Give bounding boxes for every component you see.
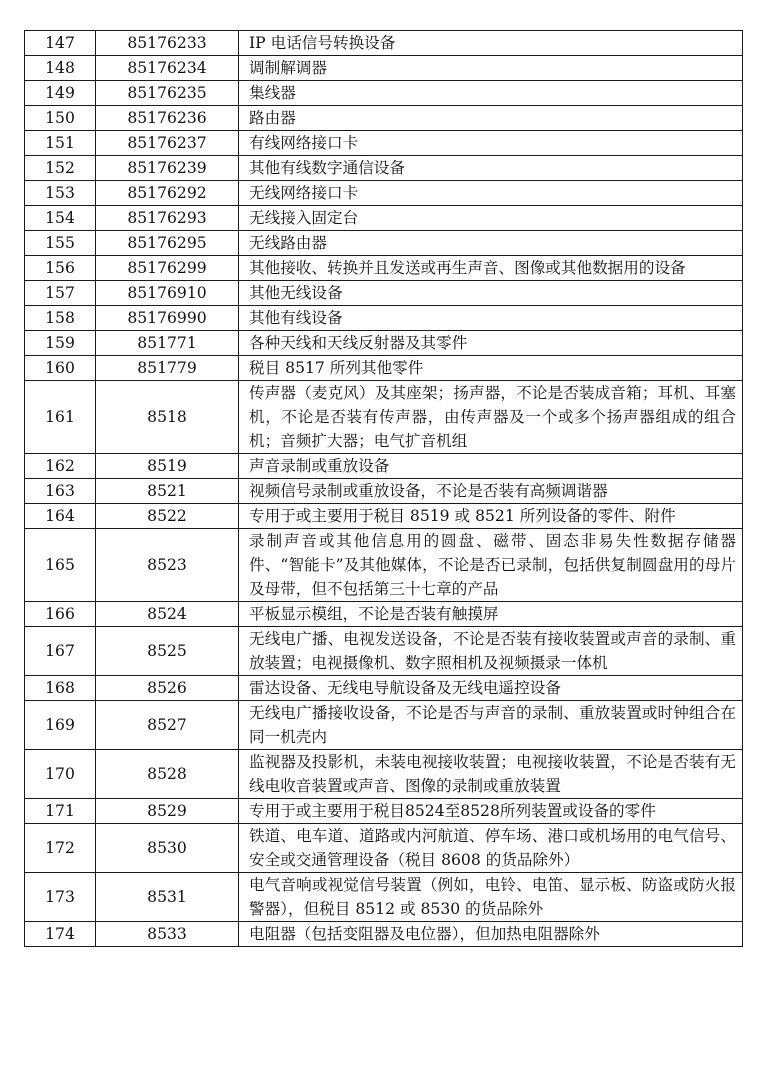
tariff-code: 85176234 bbox=[96, 56, 239, 81]
tariff-code: 8521 bbox=[96, 479, 239, 504]
goods-description: 无线路由器 bbox=[239, 231, 743, 256]
table-row bbox=[25, 701, 743, 750]
table-row bbox=[25, 529, 743, 602]
tariff-code: 8523 bbox=[96, 529, 239, 602]
table-row bbox=[25, 627, 743, 676]
row-number: 160 bbox=[25, 356, 96, 381]
goods-table bbox=[24, 30, 743, 947]
table-row bbox=[25, 106, 743, 131]
tariff-code: 85176293 bbox=[96, 206, 239, 231]
table-row bbox=[25, 602, 743, 627]
goods-description: IP 电话信号转换设备 bbox=[239, 31, 743, 56]
row-number: 162 bbox=[25, 454, 96, 479]
goods-description: 录制声音或其他信息用的圆盘、磁带、固态非易失性数据存储器件、“智能卡”及其他媒体，不论是否已录制，包括供复制圆盘用的母片及母带，但不包括第三十七章的产品 bbox=[239, 529, 743, 602]
table-row bbox=[25, 750, 743, 799]
table-row bbox=[25, 31, 743, 56]
row-number: 153 bbox=[25, 181, 96, 206]
tariff-code: 8529 bbox=[96, 799, 239, 824]
goods-description: 无线网络接口卡 bbox=[239, 181, 743, 206]
tariff-code: 8527 bbox=[96, 701, 239, 750]
tariff-code: 85176292 bbox=[96, 181, 239, 206]
goods-description: 专用于或主要用于税目8524至8528所列装置或设备的零件 bbox=[239, 799, 743, 824]
goods-description: 声音录制或重放设备 bbox=[239, 454, 743, 479]
goods-description: 各种天线和天线反射器及其零件 bbox=[239, 331, 743, 356]
row-number: 154 bbox=[25, 206, 96, 231]
table-row bbox=[25, 799, 743, 824]
tariff-code: 85176295 bbox=[96, 231, 239, 256]
goods-description: 专用于或主要用于税目 8519 或 8521 所列设备的零件、附件 bbox=[239, 504, 743, 529]
table-row bbox=[25, 922, 743, 947]
goods-description: 电阻器（包括变阻器及电位器），但加热电阻器除外 bbox=[239, 922, 743, 947]
row-number: 159 bbox=[25, 331, 96, 356]
table-row bbox=[25, 81, 743, 106]
goods-description: 其他有线数字通信设备 bbox=[239, 156, 743, 181]
table-row bbox=[25, 256, 743, 281]
table-row bbox=[25, 231, 743, 256]
goods-description: 其他有线设备 bbox=[239, 306, 743, 331]
tariff-code: 85176237 bbox=[96, 131, 239, 156]
row-number: 168 bbox=[25, 676, 96, 701]
goods-description: 有线网络接口卡 bbox=[239, 131, 743, 156]
row-number: 172 bbox=[25, 824, 96, 873]
tariff-code: 85176239 bbox=[96, 156, 239, 181]
row-number: 148 bbox=[25, 56, 96, 81]
goods-description: 无线电广播、电视发送设备，不论是否装有接收装置或声音的录制、重放装置；电视摄像机、数字照相机及视频摄录一体机 bbox=[239, 627, 743, 676]
row-number: 163 bbox=[25, 479, 96, 504]
tariff-code: 85176910 bbox=[96, 281, 239, 306]
goods-description: 铁道、电车道、道路或内河航道、停车场、港口或机场用的电气信号、安全或交通管理设备（税目 8608 的货品除外） bbox=[239, 824, 743, 873]
table-row bbox=[25, 356, 743, 381]
tariff-code: 851771 bbox=[96, 331, 239, 356]
row-number: 155 bbox=[25, 231, 96, 256]
tariff-code: 8528 bbox=[96, 750, 239, 799]
table-row bbox=[25, 381, 743, 454]
tariff-code: 85176990 bbox=[96, 306, 239, 331]
row-number: 158 bbox=[25, 306, 96, 331]
table-row bbox=[25, 504, 743, 529]
table-row bbox=[25, 306, 743, 331]
tariff-code: 85176235 bbox=[96, 81, 239, 106]
row-number: 173 bbox=[25, 873, 96, 922]
table-row bbox=[25, 56, 743, 81]
table-row bbox=[25, 479, 743, 504]
tariff-code: 8519 bbox=[96, 454, 239, 479]
row-number: 161 bbox=[25, 381, 96, 454]
tariff-code: 8530 bbox=[96, 824, 239, 873]
goods-table-body bbox=[25, 31, 743, 947]
row-number: 151 bbox=[25, 131, 96, 156]
goods-description: 视频信号录制或重放设备，不论是否装有高频调谐器 bbox=[239, 479, 743, 504]
table-row bbox=[25, 454, 743, 479]
tariff-code: 8525 bbox=[96, 627, 239, 676]
tariff-code: 851779 bbox=[96, 356, 239, 381]
row-number: 150 bbox=[25, 106, 96, 131]
tariff-code: 8522 bbox=[96, 504, 239, 529]
row-number: 152 bbox=[25, 156, 96, 181]
row-number: 156 bbox=[25, 256, 96, 281]
tariff-code: 85176299 bbox=[96, 256, 239, 281]
tariff-code: 8533 bbox=[96, 922, 239, 947]
table-row bbox=[25, 181, 743, 206]
goods-description: 税目 8517 所列其他零件 bbox=[239, 356, 743, 381]
row-number: 167 bbox=[25, 627, 96, 676]
goods-description: 传声器（麦克风）及其座架；扬声器，不论是否装成音箱；耳机、耳塞机，不论是否装有传声器，由传声器及一个或多个扬声器组成的组合机；音频扩大器；电气扩音机组 bbox=[239, 381, 743, 454]
goods-description: 监视器及投影机，未装电视接收装置；电视接收装置，不论是否装有无线电收音装置或声音、图像的录制或重放装置 bbox=[239, 750, 743, 799]
goods-description: 电气音响或视觉信号装置（例如，电铃、电笛、显示板、防盗或防火报警器），但税目 8512 或 8530 的货品除外 bbox=[239, 873, 743, 922]
row-number: 149 bbox=[25, 81, 96, 106]
table-row bbox=[25, 206, 743, 231]
tariff-code: 8518 bbox=[96, 381, 239, 454]
goods-description: 其他无线设备 bbox=[239, 281, 743, 306]
goods-description: 路由器 bbox=[239, 106, 743, 131]
goods-table-page bbox=[24, 30, 743, 947]
row-number: 166 bbox=[25, 602, 96, 627]
tariff-code: 85176233 bbox=[96, 31, 239, 56]
row-number: 165 bbox=[25, 529, 96, 602]
table-row bbox=[25, 131, 743, 156]
table-row bbox=[25, 824, 743, 873]
goods-description: 无线接入固定台 bbox=[239, 206, 743, 231]
goods-description: 其他接收、转换并且发送或再生声音、图像或其他数据用的设备 bbox=[239, 256, 743, 281]
tariff-code: 8526 bbox=[96, 676, 239, 701]
tariff-code: 8524 bbox=[96, 602, 239, 627]
table-row bbox=[25, 156, 743, 181]
row-number: 171 bbox=[25, 799, 96, 824]
row-number: 147 bbox=[25, 31, 96, 56]
table-row bbox=[25, 873, 743, 922]
goods-description: 集线器 bbox=[239, 81, 743, 106]
row-number: 174 bbox=[25, 922, 96, 947]
goods-description: 平板显示模组，不论是否装有触摸屏 bbox=[239, 602, 743, 627]
row-number: 169 bbox=[25, 701, 96, 750]
row-number: 164 bbox=[25, 504, 96, 529]
tariff-code: 8531 bbox=[96, 873, 239, 922]
row-number: 157 bbox=[25, 281, 96, 306]
row-number: 170 bbox=[25, 750, 96, 799]
table-row bbox=[25, 676, 743, 701]
goods-description: 调制解调器 bbox=[239, 56, 743, 81]
table-row bbox=[25, 281, 743, 306]
goods-description: 雷达设备、无线电导航设备及无线电遥控设备 bbox=[239, 676, 743, 701]
table-row bbox=[25, 331, 743, 356]
tariff-code: 85176236 bbox=[96, 106, 239, 131]
goods-description: 无线电广播接收设备，不论是否与声音的录制、重放装置或时钟组合在同一机壳内 bbox=[239, 701, 743, 750]
